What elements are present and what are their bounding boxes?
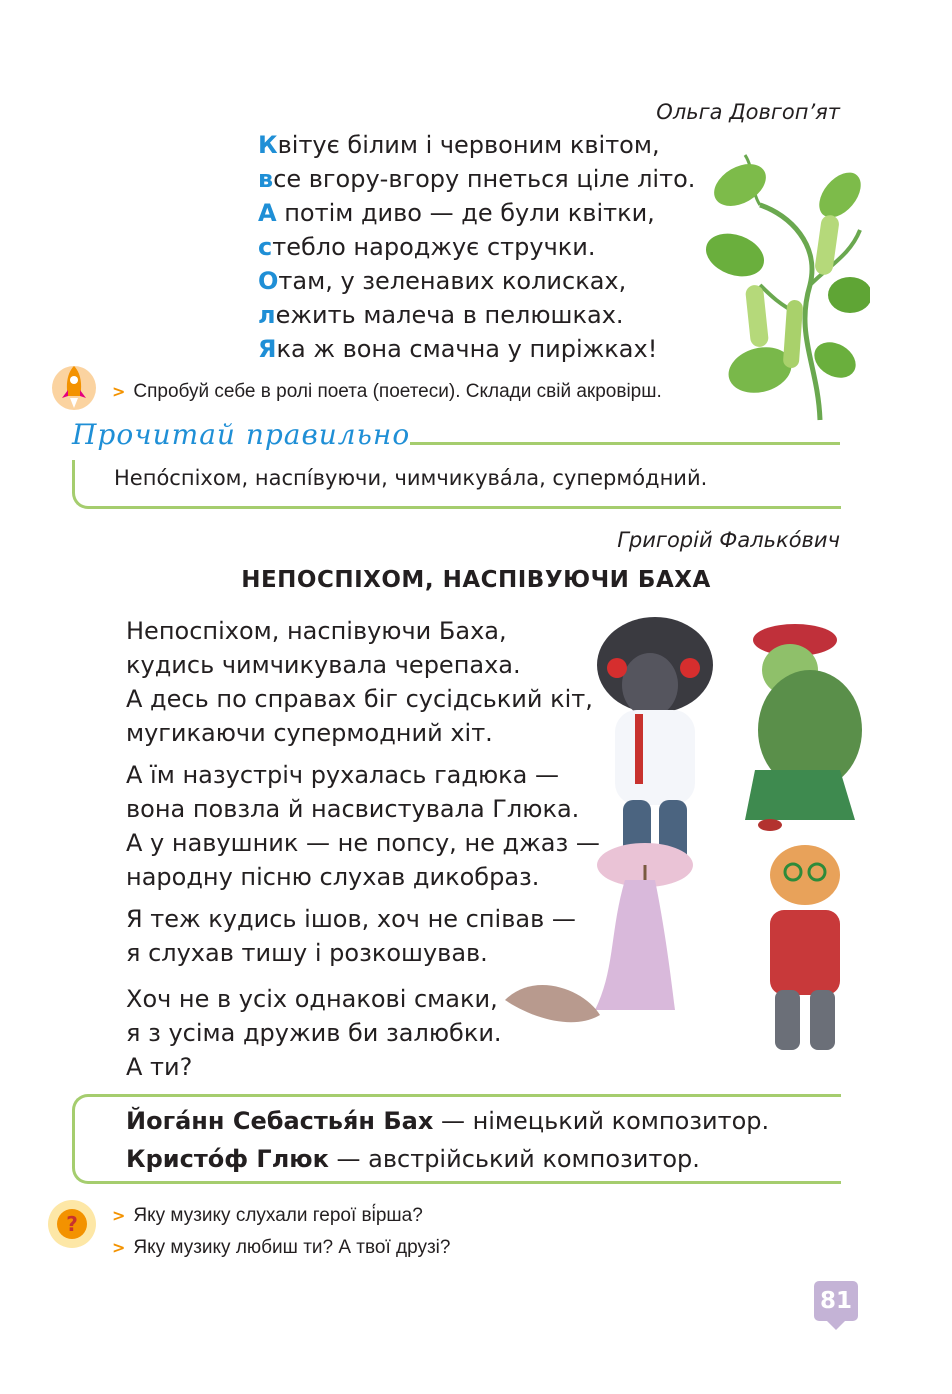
question-item: > Яку музику слухали герої ві́рша? — [112, 1205, 423, 1226]
poem-line: Отам, у зеленавих колисках, — [258, 267, 627, 295]
read-correctly-title: Прочитай правильно — [72, 418, 411, 451]
poem-stanza: Я теж кудись ішов, хоч не співав — я слухав тишу і розкошував. — [126, 905, 576, 967]
acrostic-poem — [258, 128, 695, 366]
poem-line: стебло народжує стручки. — [258, 233, 596, 261]
poem1-author: Ольга Довгоп’ят — [656, 100, 840, 124]
read-correctly-words: Непо́спіхом, наспі́вуючи, чимчикува́ла, супермо́дний. — [114, 466, 708, 490]
poem-line: Яка ж вона смачна у пиріжках! — [258, 335, 658, 363]
chevron-right-icon: > — [112, 1238, 126, 1257]
pea-plant-illustration — [700, 135, 870, 425]
page-badge-tail — [826, 1320, 846, 1330]
poem2-author: Григорій Фалько́вич — [617, 528, 840, 552]
poem-line: А потім диво — де були квітки, — [258, 199, 655, 227]
poem-stanza: А їм назустріч рухалась гадюка — вона повзла й насвистувала Глюка. А у навушник — не попсу, не джаз — народну пісню слухав дикобраз. — [126, 761, 600, 891]
question-item: > Яку музику любиш ти? А твої друзі? — [112, 1237, 451, 1258]
poem-line: лежить малеча в пелюшках. — [258, 301, 624, 329]
note-line-bach: Йога́нн Себастья́н Бах — німецький композитор. — [126, 1107, 770, 1135]
poem-stanza: Хоч не в усіх однакові смаки, я з усіма дружив би залюбки. А ти? — [126, 985, 502, 1081]
chevron-right-icon: > — [112, 382, 126, 401]
poem-stanza: Непоспіхом, наспівуючи Баха, кудись чимчикувала черепаха. А десь по справах біг сусідський кіт, мугикаючи супермодний хіт. — [126, 617, 593, 747]
poem-line: все вгору-вгору пнеться ціле літо. — [258, 165, 696, 193]
rocket-icon — [50, 360, 98, 412]
poem-line: Квітує білим і червоним квітом, — [258, 131, 660, 159]
composer-note — [126, 1102, 769, 1178]
svg-text:?: ? — [66, 1212, 78, 1236]
animals-illustration — [495, 610, 865, 1075]
divider-line — [410, 442, 840, 445]
note-line-gluck: Кристо́ф Глюк — австрійський композитор. — [126, 1145, 700, 1173]
task-try-poet: > Спробуй себе в ролі поета (поетеси). Склади свій акровірш. — [112, 381, 662, 402]
page-number: 81 — [814, 1281, 858, 1321]
chevron-right-icon: > — [112, 1206, 126, 1225]
question-icon — [44, 1198, 100, 1250]
poem2-title: НЕПОСПІХОМ, НАСПІВУЮЧИ БАХА — [241, 567, 711, 593]
